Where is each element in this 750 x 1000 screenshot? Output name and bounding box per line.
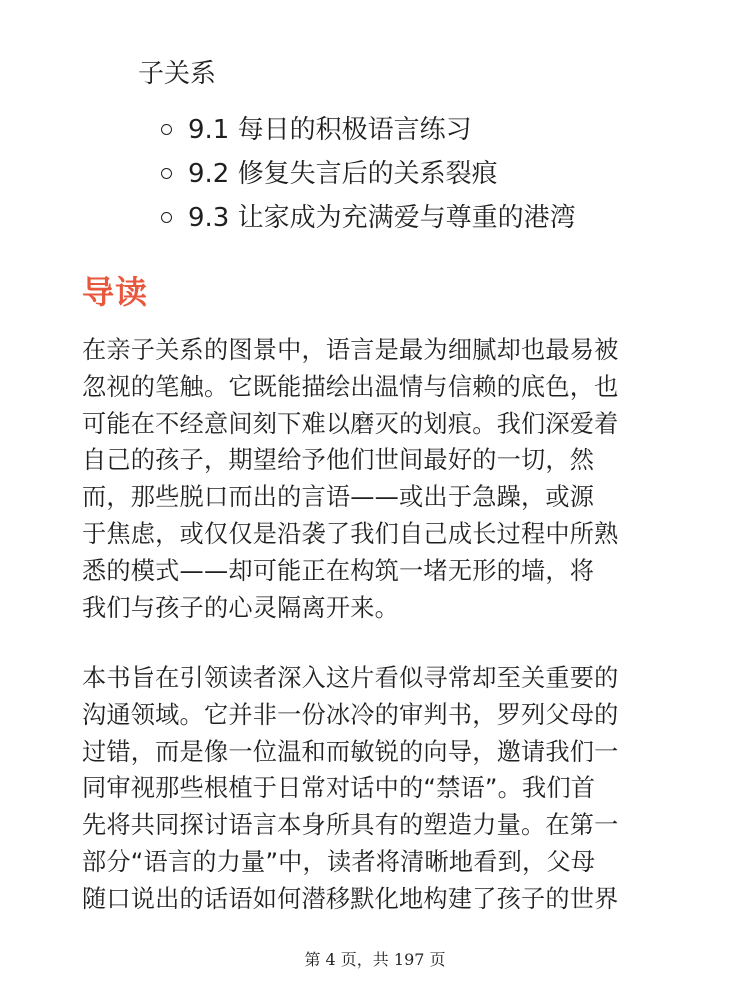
toc-item — [0, 108, 750, 152]
page-number: 第 4 页，共 197 页 — [304, 950, 446, 969]
body-paragraph: 本书旨在引领读者深入这片看似寻常却至关重要的 沟通领域。它并非一份冰冷的审判书，罗列父母的 过错，而是像一位温和而敏锐的向导，邀请我们一 同审视那些根植于日常对话中的“禁语”。我们首 先将共同探讨语言本身所具有的塑造力量。在第一 部分“语言的力量”中，读者将清晰地看到，父母 随口说出的话语如何潜移默化地构建了孩子的世界 — [82, 664, 619, 913]
toc-item-text: 9.2 修复失言后的关系裂痕 — [188, 159, 498, 189]
circle-bullet-icon — [161, 168, 172, 179]
circle-bullet-icon — [161, 212, 172, 223]
section-heading: 导读 — [82, 273, 149, 311]
toc-continuation-text: 子关系 — [138, 59, 217, 89]
circle-bullet-icon — [161, 124, 172, 135]
toc-item — [0, 196, 750, 240]
toc-item-text: 9.1 每日的积极语言练习 — [188, 115, 472, 145]
toc-list — [0, 108, 750, 240]
toc-item — [0, 152, 750, 196]
body-paragraph: 在亲子关系的图景中，语言是最为细腻却也最易被 忽视的笔触。它既能描绘出温情与信赖的底色，也 可能在不经意间刻下难以磨灭的划痕。我们深爱着 自己的孩子，期望给予他们世间最好的一切，然 而，那些脱口而出的言语——或出于急躁，或源 于焦虑，或仅仅是沿袭了我们自己成长过程中所熟 悉的模式——却可能正在构筑一堵无形的墙，将 我们与孩子的心灵隔离开来。 — [82, 336, 619, 622]
toc-item-text: 9.3 让家成为充满爱与尊重的港湾 — [188, 203, 576, 233]
